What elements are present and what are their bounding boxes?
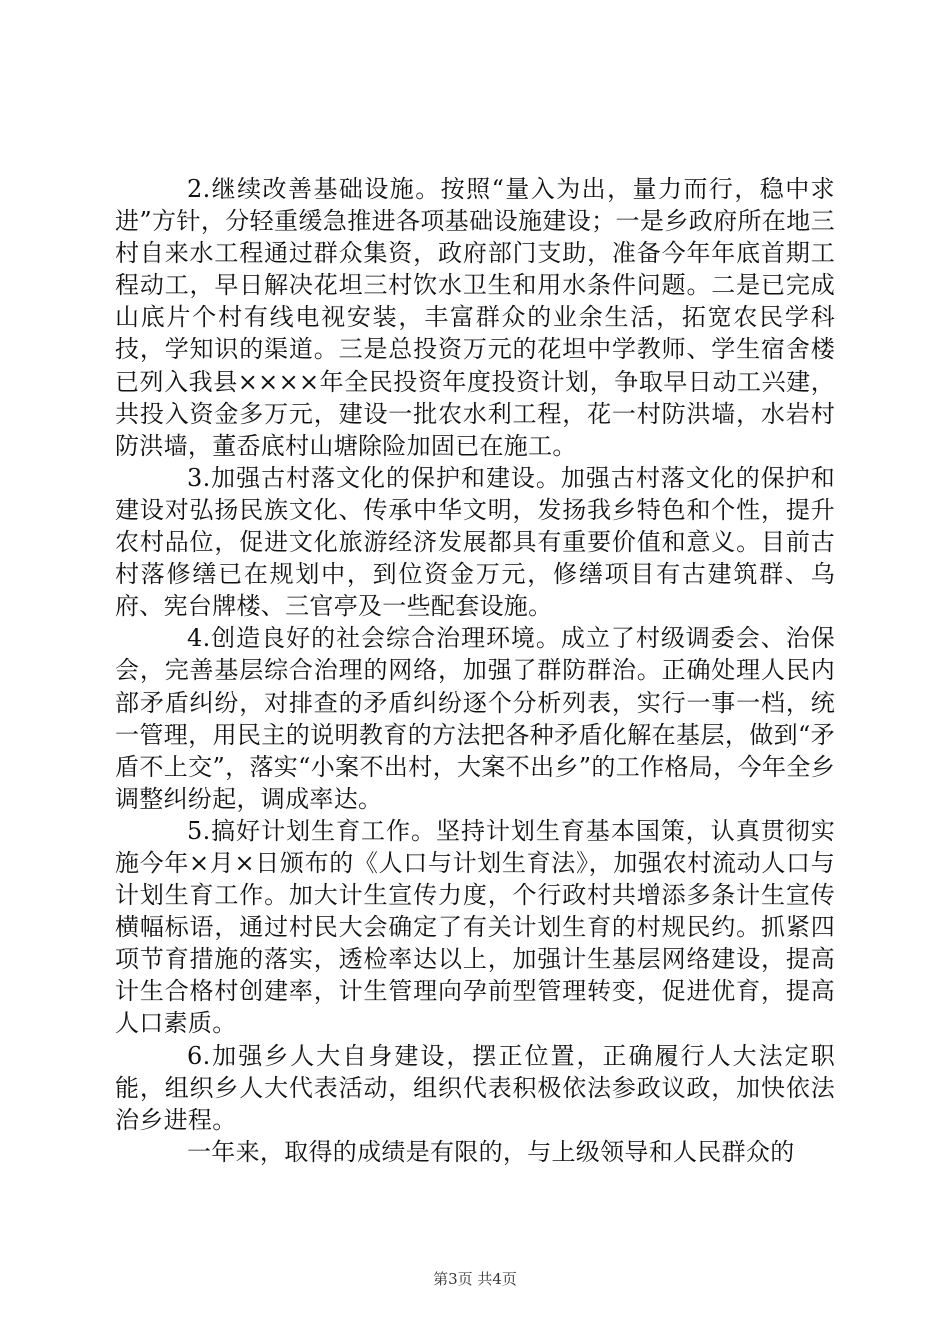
paragraph-social-governance: 4.创造良好的社会综合治理环境。成立了村级调委会、治保会，完善基层综合治理的网络，加强了群防群治。正确处理人民内部矛盾纠纷，对排查的矛盾纠纷逐个分析列表，实行一事一档，统一管理，用民主的说明教育的方法把各种矛盾化解在基层，做到“矛盾不上交”，落实“小案不出村，大案不出乡”的工作格局，今年全乡调整纠纷起，调成率达。 xyxy=(115,624,835,813)
paragraph-peoples-congress: 6.加强乡人大自身建设，摆正位置，正确履行人大法定职能，组织乡人大代表活动，组织代表积极依法参政议政，加快依法治乡进程。 xyxy=(115,1041,835,1134)
page-number-footer: 第3页 共4页 xyxy=(433,1270,517,1288)
paragraph-year-summary: 一年来，取得的成绩是有限的，与上级领导和人民群众的 xyxy=(187,1137,795,1166)
body-text xyxy=(115,173,835,1168)
paragraph-ancient-village: 3.加强古村落文化的保护和建设。加强古村落文化的保护和建设对弘扬民族文化、传承中华文明，发扬我乡特色和个性，提升农村品位，促进文化旅游经济发展都具有重要价值和意义。目前古村落修缮已在规划中，到位资金万元，修缮项目有古建筑群、乌府、宪台牌楼、三官亭及一些配套设施。 xyxy=(115,463,835,621)
paragraph-infrastructure: 2.继续改善基础设施。按照“量入为出，量力而行，稳中求进”方针，分轻重缓急推进各项基础设施建设；一是乡政府所在地三村自来水工程通过群众集资，政府部门支助，准备今年年底首期工程动工，早日解决花坦三村饮水卫生和用水条件问题。二是已完成山底片个村有线电视安装，丰富群众的业余生活，拓宽农民学科技，学知识的渠道。三是总投资万元的花坦中学教师、学生宿舍楼已列入我县××××年全民投资年度投资计划，争取早日动工兴建，共投入资金多万元，建设一批农水利工程，花一村防洪墙，水岩村防洪墙，董岙底村山塘除险加固已在施工。 xyxy=(115,175,835,460)
paragraph-family-planning: 5.搞好计划生育工作。坚持计划生育基本国策，认真贯彻实施今年×月×日颁布的《人口与计划生育法》，加强农村流动人口与计划生育工作。加大计生宣传力度，个行政村共增添多条计生宣传横幅标语，通过村民大会确定了有关计划生育的村规民约。抓紧四项节育措施的落实，透检率达以上，加强计生基层网络建设，提高计生合格村创建率，计生管理向孕前型管理转变，促进优育，提高人口素质。 xyxy=(115,816,835,1038)
